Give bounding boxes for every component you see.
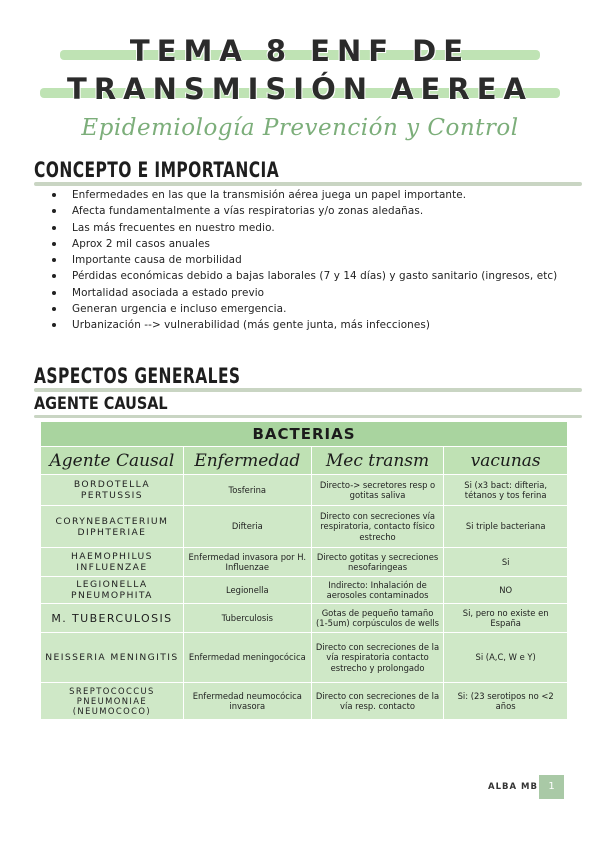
section-heading-concepto: CONCEPTO E IMPORTANCIA xyxy=(34,158,280,182)
subtitle: Epidemiología Prevención y Control xyxy=(81,115,519,141)
table-cell: Directo con secreciones de la vía respiratoria contacto estrecho y prolongado xyxy=(311,633,444,683)
table-cell: Tuberculosis xyxy=(183,604,311,633)
table-cell: Tosferina xyxy=(183,475,311,506)
table-cell: Si (x3 bact: difteria, tétanos y tos ferina xyxy=(444,475,568,506)
table-cell: NO xyxy=(444,577,568,604)
table-caption: BACTERIAS xyxy=(41,422,568,447)
table-cell: Directo-> secretores resp o gotitas saliva xyxy=(311,475,444,506)
table-cell: Si triple bacteriana xyxy=(444,506,568,548)
table-row xyxy=(41,633,568,683)
list-item: Afecta fundamentalmente a vías respiratorias y/o zonas aledañas. xyxy=(52,203,572,219)
table-cell: Enfermedad meningocócica xyxy=(183,633,311,683)
column-header: Mec transm xyxy=(311,447,444,475)
table-cell: Si (A,C, W e Y) xyxy=(444,633,568,683)
subsection-rule xyxy=(34,415,582,418)
table-cell-agent: M. TUBERCULOSIS xyxy=(41,604,184,633)
bacteria-table xyxy=(40,421,568,720)
table-cell: Si, pero no existe en España xyxy=(444,604,568,633)
table-cell: Indirecto: Inhalación de aerosoles contaminados xyxy=(311,577,444,604)
list-item: Generan urgencia e incluso emergencia. xyxy=(52,301,572,317)
table-row xyxy=(41,506,568,548)
table-cell: Enfermedad invasora por H. Influenzae xyxy=(183,548,311,577)
table-row xyxy=(41,683,568,720)
section-rule xyxy=(34,182,582,186)
page-number: 1 xyxy=(539,775,564,799)
column-header: Agente Causal xyxy=(41,447,184,475)
title-text-2: TRANSMISIÓN AEREA xyxy=(67,72,533,106)
section-heading-aspectos: ASPECTOS GENERALES xyxy=(34,364,241,388)
table-row xyxy=(41,577,568,604)
list-item: Aprox 2 mil casos anuales xyxy=(52,236,572,252)
column-header: Enfermedad xyxy=(183,447,311,475)
table-cell: Directo con secreciones de la vía resp. contacto xyxy=(311,683,444,720)
title-text-1: TEMA 8 ENF DE xyxy=(129,34,471,68)
table-cell-agent: BORDOTELLA PERTUSSIS xyxy=(41,475,184,506)
table-cell-agent: NEISSERIA MENINGITIS xyxy=(41,633,184,683)
list-item: Las más frecuentes en nuestro medio. xyxy=(52,220,572,236)
title-line-1 xyxy=(60,34,540,72)
list-item: Enfermedades en las que la transmisión aérea juega un papel importante. xyxy=(52,187,572,203)
title-line-2 xyxy=(40,72,560,110)
table-cell: Directo con secreciones vía respiratoria, contacto físico estrecho xyxy=(311,506,444,548)
table-cell-agent: CORYNEBACTERIUM DIPHTERIAE xyxy=(41,506,184,548)
table-cell: Si xyxy=(444,548,568,577)
table-cell: Enfermedad neumocócica invasora xyxy=(183,683,311,720)
document-title xyxy=(0,34,600,110)
column-header: vacunas xyxy=(444,447,568,475)
table-row xyxy=(41,604,568,633)
list-item: Pérdidas económicas debido a bajas laborales (7 y 14 días) y gasto sanitario (ingresos, etc) xyxy=(52,268,572,284)
subsection-heading-agente: AGENTE CAUSAL xyxy=(34,394,168,414)
table-row xyxy=(41,475,568,506)
list-item: Importante causa de morbilidad xyxy=(52,252,572,268)
section-rule xyxy=(34,388,582,392)
table-cell: Si: (23 serotipos no <2 años xyxy=(444,683,568,720)
concept-bullet-list xyxy=(52,187,572,334)
footer-author: ALBA MB xyxy=(488,782,538,792)
table-cell: Directo gotitas y secreciones nesofaringeas xyxy=(311,548,444,577)
list-item: Urbanización --> vulnerabilidad (más gente junta, más infecciones) xyxy=(52,317,572,333)
list-item: Mortalidad asociada a estado previo xyxy=(52,285,572,301)
table-row xyxy=(41,548,568,577)
table-cell: Gotas de pequeño tamaño (1-5um) corpúsculos de wells xyxy=(311,604,444,633)
table-cell-agent: HAEMOPHILUS INFLUENZAE xyxy=(41,548,184,577)
table-cell: Legionella xyxy=(183,577,311,604)
table-cell: Difteria xyxy=(183,506,311,548)
table-cell-agent: LEGIONELLA PNEUMOPHITA xyxy=(41,577,184,604)
table-cell-agent: SREPTOCOCCUS PNEUMONIAE (NEUMOCOCO) xyxy=(41,683,184,720)
